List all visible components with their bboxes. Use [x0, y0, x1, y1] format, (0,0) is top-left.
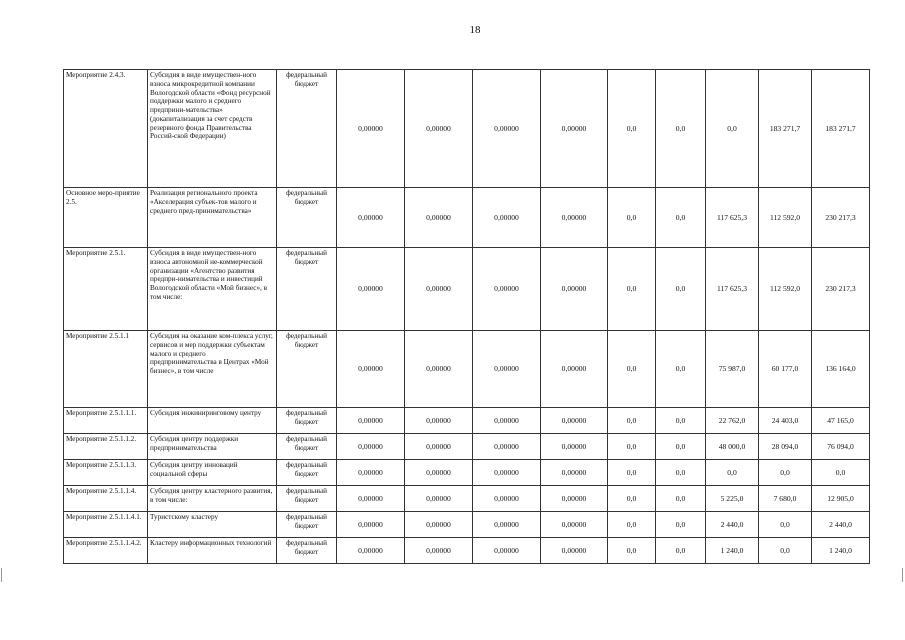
value-cell: 0,00000	[405, 408, 473, 434]
funding-source-cell: федеральный бюджет	[277, 408, 337, 434]
page-number: 18	[469, 24, 481, 36]
value-cell: 0,00000	[541, 248, 608, 331]
value-cell: 12 905,0	[812, 486, 870, 512]
value-cell: 75 987,0	[706, 331, 759, 408]
value-cell: 136 164,0	[812, 331, 870, 408]
funding-source-cell: федеральный бюджет	[277, 70, 337, 188]
event-code-cell: Мероприятие 2.5.1.1.2.	[64, 434, 148, 460]
value-cell: 0,00000	[541, 331, 608, 408]
value-cell: 0,00000	[541, 434, 608, 460]
value-cell: 0,0	[656, 331, 706, 408]
funding-source-cell: федеральный бюджет	[277, 434, 337, 460]
event-code-cell: Мероприятие 2.5.1.1.4.2.	[64, 538, 148, 564]
budget-table	[63, 69, 870, 564]
value-cell: 0,00000	[541, 460, 608, 486]
event-name-cell: Субсидия центру кластерного развития, в том числе:	[148, 486, 277, 512]
value-cell: 0,00000	[337, 538, 405, 564]
event-code-cell: Мероприятие 2.5.1.1.1.	[64, 408, 148, 434]
table-row	[64, 434, 870, 460]
value-cell: 0,00000	[473, 460, 541, 486]
value-cell: 60 177,0	[759, 331, 812, 408]
value-cell: 0,0	[706, 460, 759, 486]
event-code-cell: Мероприятие 2.5.1.1.4.	[64, 486, 148, 512]
table-row	[64, 188, 870, 248]
funding-source-cell: федеральный бюджет	[277, 486, 337, 512]
funding-source-cell: федеральный бюджет	[277, 538, 337, 564]
value-cell: 2 440,0	[706, 512, 759, 538]
value-cell: 0,00000	[337, 248, 405, 331]
value-cell: 0,00000	[473, 70, 541, 188]
value-cell: 0,00000	[473, 486, 541, 512]
event-name-cell: Кластеру информационных технологий	[148, 538, 277, 564]
value-cell: 0,00000	[541, 538, 608, 564]
event-name-cell: Субсидия на оказание ком-плекса услуг, сервисов и мер поддержки субъектам малого и среднего предпринимательства в Центрах «Мой бизнес», в том числе	[148, 331, 277, 408]
value-cell: 1 240,0	[706, 538, 759, 564]
value-cell: 183 271,7	[812, 70, 870, 188]
event-name-cell: Субсидия центру поддержки предпринимательства	[148, 434, 277, 460]
value-cell: 0,0	[706, 70, 759, 188]
value-cell: 117 625,3	[706, 248, 759, 331]
value-cell: 0,00000	[473, 512, 541, 538]
table-row	[64, 408, 870, 434]
value-cell: 0,0	[608, 248, 656, 331]
value-cell: 0,0	[759, 460, 812, 486]
value-cell: 230 217,3	[812, 248, 870, 331]
value-cell: 0,00000	[541, 70, 608, 188]
right-margin-mark	[902, 568, 903, 582]
event-name-cell: Реализация регионального проекта «Акселерация субъек-тов малого и среднего пред-принимательства»	[148, 188, 277, 248]
event-name-cell: Субсидия центру инноваций социальной сферы	[148, 460, 277, 486]
table-row	[64, 460, 870, 486]
value-cell: 0,00000	[473, 538, 541, 564]
value-cell: 0,0	[656, 512, 706, 538]
event-name-cell: Туристскому кластеру	[148, 512, 277, 538]
value-cell: 112 592,0	[759, 188, 812, 248]
value-cell: 0,0	[608, 434, 656, 460]
value-cell: 0,0	[656, 538, 706, 564]
funding-source-cell: федеральный бюджет	[277, 460, 337, 486]
value-cell: 0,00000	[405, 248, 473, 331]
value-cell: 0,0	[608, 408, 656, 434]
value-cell: 0,00000	[405, 70, 473, 188]
value-cell: 76 094,0	[812, 434, 870, 460]
value-cell: 0,00000	[405, 512, 473, 538]
event-code-cell: Мероприятие 2.5.1.1	[64, 331, 148, 408]
value-cell: 0,00000	[541, 512, 608, 538]
value-cell: 0,00000	[541, 486, 608, 512]
event-name-cell: Субсидия в виде имуществен-ного взноса микрокредитной компании Вологодской области «Фонд ресурсной поддержки малого и среднего предприни-мательства» (докапитализация за счет средств резервного фонда Правительства Россий-ской Федерации)	[148, 70, 277, 188]
value-cell: 0,0	[608, 538, 656, 564]
value-cell: 0,00000	[337, 460, 405, 486]
value-cell: 5 225,0	[706, 486, 759, 512]
value-cell: 0,00000	[337, 486, 405, 512]
value-cell: 0,0	[656, 486, 706, 512]
event-name-cell: Субсидия инжиниринговому центру	[148, 408, 277, 434]
funding-source-cell: федеральный бюджет	[277, 331, 337, 408]
value-cell: 0,0	[656, 460, 706, 486]
event-code-cell: Основное меро-приятие 2.5.	[64, 188, 148, 248]
value-cell: 0,00000	[405, 188, 473, 248]
table-row	[64, 486, 870, 512]
left-margin-mark	[1, 568, 2, 582]
value-cell: 0,00000	[337, 188, 405, 248]
value-cell: 1 240,0	[812, 538, 870, 564]
event-code-cell: Мероприятие 2.4.3.	[64, 70, 148, 188]
table-row	[64, 331, 870, 408]
value-cell: 0,0	[656, 434, 706, 460]
value-cell: 0,0	[812, 460, 870, 486]
funding-source-cell: федеральный бюджет	[277, 512, 337, 538]
value-cell: 2 440,0	[812, 512, 870, 538]
value-cell: 0,00000	[473, 434, 541, 460]
value-cell: 0,0	[759, 538, 812, 564]
table-row	[64, 512, 870, 538]
value-cell: 0,00000	[405, 460, 473, 486]
value-cell: 0,00000	[337, 512, 405, 538]
value-cell: 0,00000	[405, 486, 473, 512]
value-cell: 22 762,0	[706, 408, 759, 434]
value-cell: 0,0	[759, 512, 812, 538]
value-cell: 0,00000	[473, 408, 541, 434]
value-cell: 0,0	[656, 248, 706, 331]
value-cell: 0,0	[656, 408, 706, 434]
event-code-cell: Мероприятие 2.5.1.1.4.1.	[64, 512, 148, 538]
value-cell: 48 000,0	[706, 434, 759, 460]
funding-source-cell: федеральный бюджет	[277, 188, 337, 248]
value-cell: 117 625,3	[706, 188, 759, 248]
value-cell: 0,00000	[473, 248, 541, 331]
table-row	[64, 538, 870, 564]
value-cell: 0,0	[608, 70, 656, 188]
value-cell: 0,00000	[405, 538, 473, 564]
value-cell: 47 165,0	[812, 408, 870, 434]
table-body	[64, 70, 870, 564]
event-code-cell: Мероприятие 2.5.1.	[64, 248, 148, 331]
value-cell: 230 217,3	[812, 188, 870, 248]
value-cell: 0,0	[608, 331, 656, 408]
value-cell: 7 680,0	[759, 486, 812, 512]
value-cell: 0,0	[608, 188, 656, 248]
table-row	[64, 70, 870, 188]
value-cell: 28 094,0	[759, 434, 812, 460]
value-cell: 0,00000	[337, 408, 405, 434]
value-cell: 0,00000	[337, 70, 405, 188]
funding-source-cell: федеральный бюджет	[277, 248, 337, 331]
value-cell: 0,00000	[541, 188, 608, 248]
value-cell: 0,00000	[541, 408, 608, 434]
value-cell: 0,00000	[337, 434, 405, 460]
table-row	[64, 248, 870, 331]
value-cell: 112 592,0	[759, 248, 812, 331]
value-cell: 0,00000	[405, 331, 473, 408]
value-cell: 0,00000	[473, 331, 541, 408]
value-cell: 0,0	[608, 460, 656, 486]
event-name-cell: Субсидия в виде имуществен-ного взноса автономной не-коммерческой организации «Агентство развития предпри-нимательства и инвестиций Вологодской области «Мой бизнес», в том числе:	[148, 248, 277, 331]
value-cell: 0,0	[608, 512, 656, 538]
value-cell: 24 403,0	[759, 408, 812, 434]
value-cell: 183 271,7	[759, 70, 812, 188]
value-cell: 0,0	[656, 188, 706, 248]
value-cell: 0,00000	[337, 331, 405, 408]
value-cell: 0,0	[656, 70, 706, 188]
value-cell: 0,00000	[405, 434, 473, 460]
event-code-cell: Мероприятие 2.5.1.1.3.	[64, 460, 148, 486]
value-cell: 0,0	[608, 486, 656, 512]
value-cell: 0,00000	[473, 188, 541, 248]
